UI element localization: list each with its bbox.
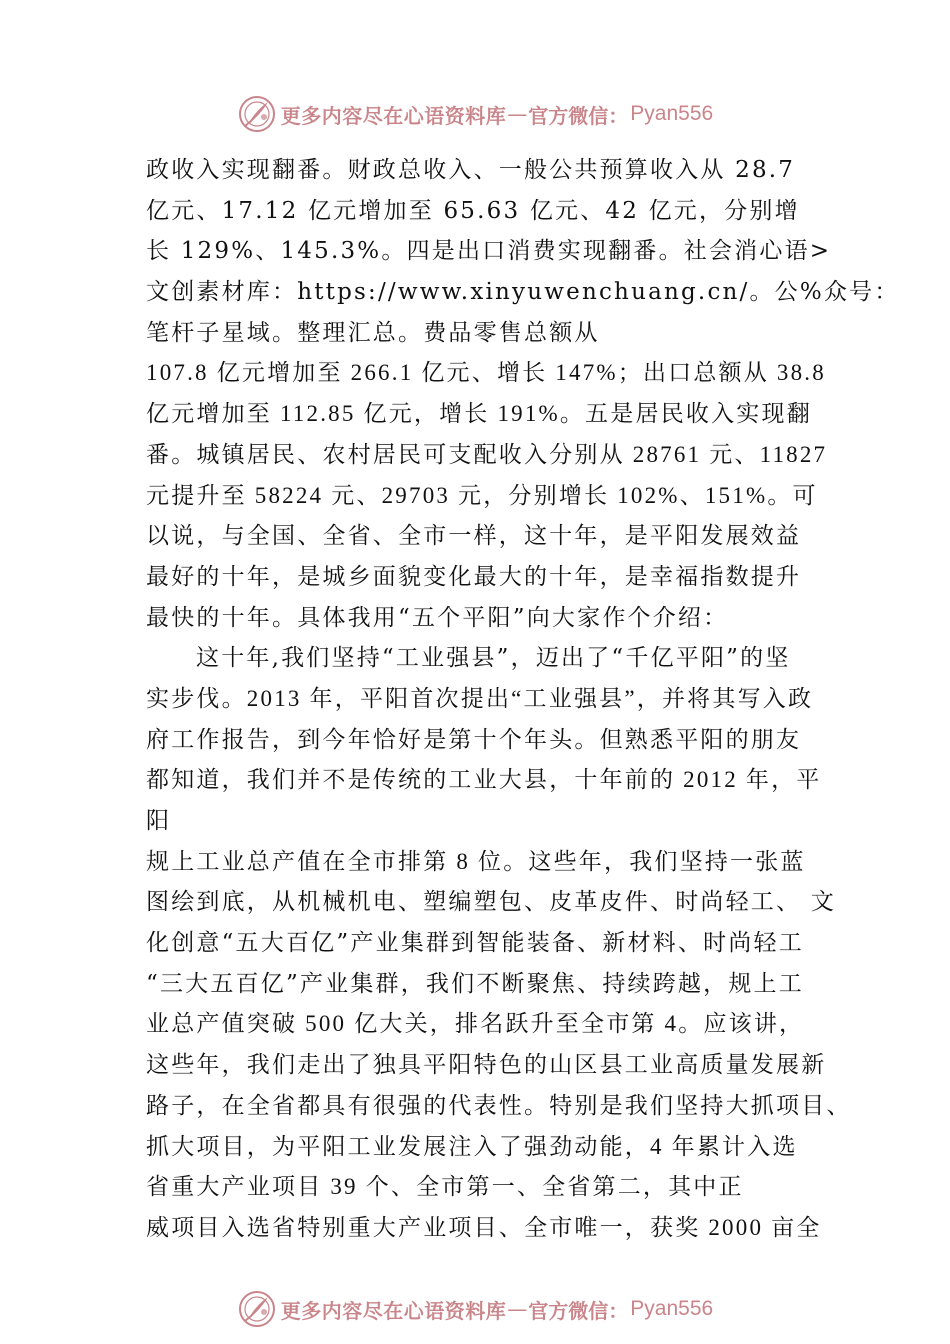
quill-pen-logo-icon (237, 94, 277, 134)
header-dash: — (507, 102, 528, 126)
body-line: 化创意“五大百亿”产业集群到智能装备、新材料、时尚轻工 (146, 930, 804, 957)
footer-banner (0, 1287, 950, 1331)
body-line: 亿元、17.12 亿元增加至 65.63 亿元、42 亿元，分别增 (146, 197, 800, 224)
body-line: 府工作报告，到今年恰好是第十个年头。但熟悉平阳的朋友 (146, 726, 802, 753)
body-line: 番。城镇居民、农村居民可支配收入分别从 28761 元、11827 (146, 441, 828, 467)
paragraph-start-line: 这十年,我们坚持“工业强县”，迈出了“千亿平阳”的坚 (196, 645, 791, 672)
header-wechat-label: 官方微信： (528, 103, 629, 128)
quill-pen-logo-icon (237, 1289, 277, 1329)
body-line: 路子，在全省都具有很强的代表性。特别是我们坚持大抓项目、 (146, 1092, 852, 1119)
footer-dash: — (507, 1297, 528, 1321)
footer-brand-text: 更多内容尽在心语资料库 (280, 1298, 507, 1323)
footer-wechat-id: Pyan556 (630, 1297, 714, 1320)
body-line: “三大五百亿”产业集群，我们不断聚焦、持续跨越，规上工 (146, 970, 804, 997)
body-line: 规上工业总产值在全市排第 8 位。这些年，我们坚持一张蓝 (146, 848, 806, 874)
body-line: 亿元增加至 112.85 亿元，增长 191%。五是居民收入实现翻 (146, 401, 812, 427)
body-line: 阳 (146, 808, 172, 834)
body-line: 这些年，我们走出了独具平阳特色的山区县工业高质量发展新 (146, 1052, 827, 1079)
body-line: 都知道，我们并不是传统的工业大县，十年前的 2012 年，平 (146, 767, 822, 793)
body-line: 最好的十年，是城乡面貌变化最大的十年，是幸福指数提升 (146, 563, 802, 590)
body-line: 文创素材库：https://www.xinyuwenchuang.cn/。公%众号： (146, 279, 900, 306)
body-line: 省重大产业项目 39 个、全市第一、全省第二，其中正 (146, 1174, 744, 1200)
body-line: 笔杆子星域。整理汇总。费品零售总额从 (146, 319, 600, 346)
footer-wechat-label: 官方微信： (528, 1298, 629, 1323)
body-line: 长 129%、145.3%。四是出口消费实现翻番。社会消心语> (146, 238, 832, 265)
header-brand-text: 更多内容尽在心语资料库 (280, 103, 507, 128)
body-line: 政收入实现翻番。财政总收入、一般公共预算收入从 28.7 (146, 157, 796, 183)
header-banner (0, 92, 950, 136)
body-line: 图绘到底，从机械机电、塑编塑包、皮革皮件、时尚轻工、 文 (146, 889, 836, 916)
body-line: 业总产值突破 500 亿大关，排名跃升至全市第 4。应该讲， (146, 1011, 805, 1037)
header-wechat-id: Pyan556 (630, 102, 714, 125)
body-line: 元提升至 58224 元、29703 元，分别增长 102%、151%。可 (146, 482, 818, 508)
body-line: 以说，与全国、全省、全市一样，这十年，是平阳发展效益 (146, 523, 802, 550)
body-line: 抓大项目，为平阳工业发展注入了强劲动能，4 年累计入选 (146, 1133, 798, 1159)
body-line: 威项目入选省特别重大产业项目、全市唯一，获奖 2000 亩全 (146, 1214, 822, 1240)
body-line: 实步伐。2013 年，平阳首次提出“工业强县”，并将其写入政 (146, 685, 814, 711)
document-body (146, 150, 900, 1249)
body-line: 最快的十年。具体我用“五个平阳”向大家作个介绍： (146, 604, 729, 631)
body-line: 107.8 亿元增加至 266.1 亿元、增长 147%；出口总额从 38.8 (146, 360, 826, 386)
